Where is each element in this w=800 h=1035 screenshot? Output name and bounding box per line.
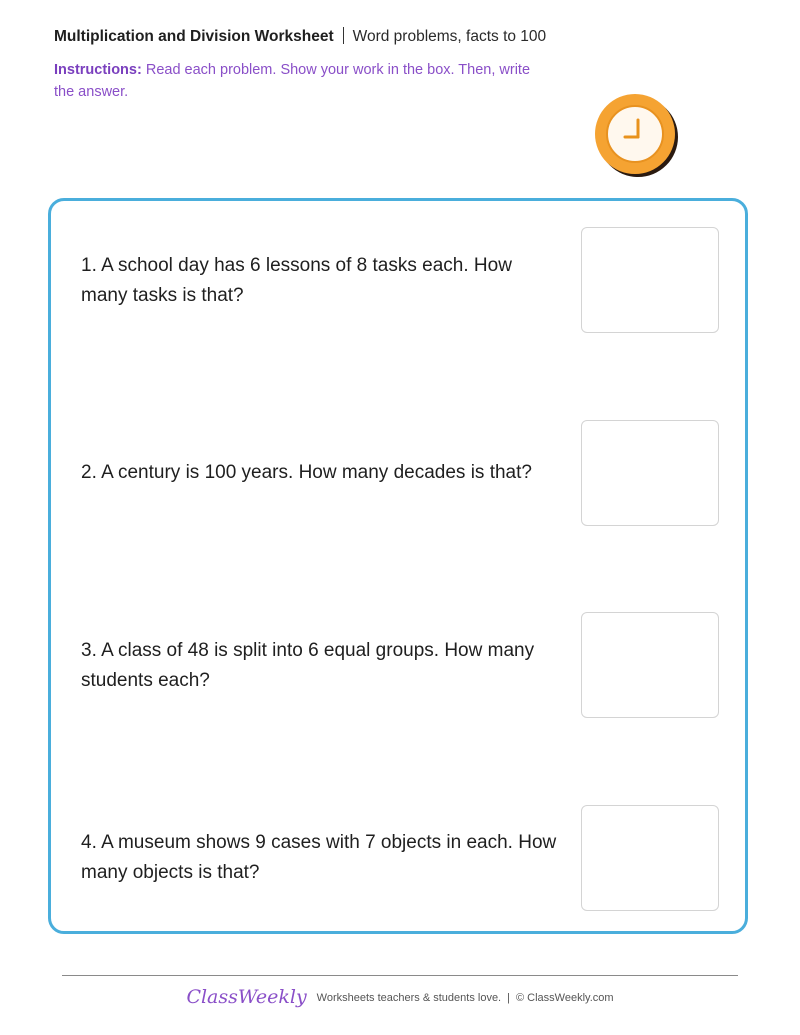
worksheet-header [54, 27, 546, 47]
answer-box-4[interactable] [581, 805, 719, 911]
footer-divider [62, 975, 738, 976]
instructions-label: Instructions: [54, 62, 142, 78]
problem-3-text: 3. A class of 48 is split into 6 equal groups. How many students each? [81, 640, 535, 691]
footer [0, 986, 800, 1008]
answer-box-2[interactable] [581, 420, 719, 526]
title-separator [343, 27, 344, 44]
problem-2-text: 2. A century is 100 years. How many decades is that? [81, 462, 532, 483]
footer-copyright: © ClassWeekly.com [515, 992, 614, 1004]
worksheet-title: Multiplication and Division Worksheet [54, 28, 334, 45]
answer-box-3[interactable] [581, 612, 719, 718]
problem-4-text: 4. A museum shows 9 cases with 7 objects in each. How many objects is that? [81, 832, 557, 883]
footer-tagline: Worksheets teachers & students love. [316, 992, 502, 1004]
brand-logo: ClassWeekly [186, 986, 307, 1008]
footer-separator: | [507, 992, 510, 1004]
problem-1-text: 1. A school day has 6 lessons of 8 tasks each. How many tasks is that? [81, 255, 512, 306]
clock-icon [592, 93, 680, 181]
instructions [54, 59, 534, 103]
instructions-text: Read each problem. Show your work in the box. Then, write the answer. [54, 62, 531, 100]
problems-panel [48, 198, 748, 934]
answer-box-1[interactable] [581, 227, 719, 333]
worksheet-subtitle: Word problems, facts to 100 [352, 28, 547, 45]
